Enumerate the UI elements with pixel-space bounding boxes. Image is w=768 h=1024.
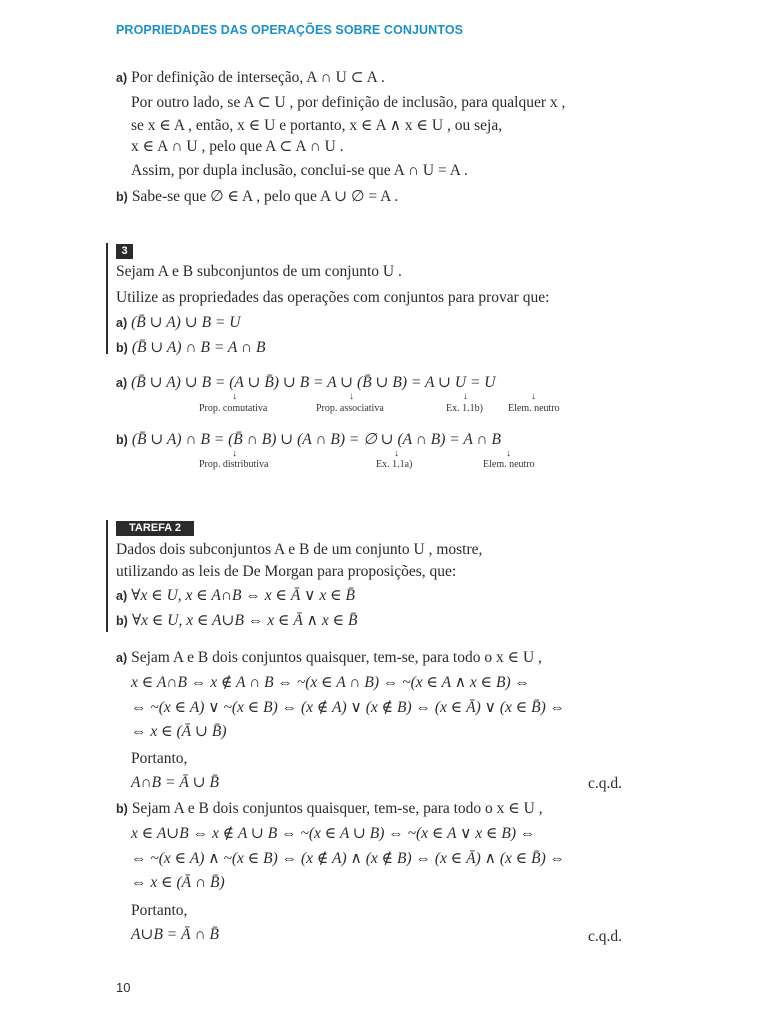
tarefa-resolution-a-cqd: c.q.d.: [588, 775, 623, 792]
exercise-3-number: 3: [116, 244, 133, 259]
answer-a-line-5: Assim, por dupla inclusão, conclui-se que A ∩ U = A .: [131, 162, 468, 179]
exercise-3-resolution-b: [116, 430, 501, 450]
answer-b-line-1: [116, 187, 398, 207]
tarefa-2-line-2: utilizando as leis de De Morgan para proposições, que:: [116, 563, 457, 580]
tarefa-resolution-b-line-2: x ∈ A∪B ⇔ x ∉ A ∪ B ⇔ ~(x ∈ A ∪ B) ⇔ ~(x ∈ A ∨ x ∈ B) ⇔: [131, 825, 536, 842]
exercise-3-resolution-b-label: b): [116, 433, 128, 447]
page-title: PROPRIEDADES DAS OPERAÇÕES SOBRE CONJUNTOS: [116, 23, 464, 37]
note-ex-1-1b: Ex. 1.1b): [446, 403, 483, 414]
answer-a-text-1: Por definição de interseção, A ∩ U ⊂ A .: [131, 69, 385, 86]
tarefa-resolution-b-line-4: ⇔ x ∈ (Ā ∩ B̄): [131, 874, 225, 891]
tarefa-resolution-b-cqd: c.q.d.: [588, 928, 623, 945]
answer-a-line-2: Por outro lado, se A ⊂ U , por definição de inclusão, para qualquer x ,: [131, 94, 566, 111]
tarefa-resolution-b-text-1: Sejam A e B dois conjuntos quaisquer, tem-se, para todo o x ∈ U ,: [131, 800, 543, 817]
answer-b-text-1: Sabe-se que ∅ ∈ A , pelo que A ∪ ∅ = A .: [131, 188, 399, 205]
tarefa-resolution-b-line-1: [116, 799, 543, 819]
note-prop-associativa: Prop. associativa: [316, 403, 384, 414]
note-ex-1-1a: Ex. 1.1a): [376, 459, 413, 470]
note-elem-neutro: Elem. neutro: [483, 459, 535, 470]
tarefa-2-bar: [106, 520, 108, 632]
exercise-3-question-b-text: (B̄ ∪ A) ∩ B = A ∩ B: [131, 339, 266, 356]
tarefa-resolution-a-text-1: Sejam A e B dois conjuntos quaisquer, tem-se, para todo o x ∈ U ,: [131, 649, 542, 666]
answer-a-line-1: [116, 68, 385, 88]
exercise-3-resolution-b-text: (B̄ ∪ A) ∩ B = (B̄ ∩ B) ∪ (A ∩ B) = ∅ ∪ (A ∩ B) = A ∩ B: [131, 431, 501, 448]
tarefa-resolution-b-line-5: Portanto,: [131, 902, 188, 919]
answer-a-line-3: se x ∈ A , então, x ∈ U e portanto, x ∈ A ∧ x ∈ U , ou seja,: [131, 117, 503, 134]
answer-b-label: b): [116, 190, 128, 204]
note-prop-comutativa: Prop. comutativa: [199, 403, 268, 414]
tarefa-resolution-a-line-1: [116, 648, 542, 668]
arrow-down-icon: ↓: [232, 391, 237, 402]
arrow-down-icon: ↓: [349, 391, 354, 402]
tarefa-2-question-b-label: b): [116, 614, 128, 628]
tarefa-2-question-b: [116, 611, 357, 631]
arrow-down-icon: ↓: [394, 448, 399, 459]
exercise-3-bar: [106, 243, 108, 354]
tarefa-resolution-a-line-4: ⇔ x ∈ (Ā ∪ B̄): [131, 723, 227, 740]
tarefa-resolution-b-line-3: ⇔ ~(x ∈ A) ∧ ~(x ∈ B) ⇔ (x ∉ A) ∧ (x ∉ B) ⇔ (x ∈ Ā) ∧ (x ∈ B̄) ⇔: [131, 850, 566, 867]
page-number: 10: [116, 980, 131, 995]
tarefa-resolution-b-label: b): [116, 802, 128, 816]
arrow-down-icon: ↓: [531, 391, 536, 402]
exercise-3-line-2: Utilize as propriedades das operações com conjuntos para provar que:: [116, 289, 550, 306]
exercise-3-question-b: [116, 338, 265, 358]
tarefa-2-question-a-text: ∀x ∈ U, x ∈ A∩B ⇔ x ∈ Ā ∨ x ∈ B̄: [131, 587, 355, 604]
tarefa-resolution-a-label: a): [116, 651, 128, 665]
tarefa-resolution-a-line-2: x ∈ A∩B ⇔ x ∉ A ∩ B ⇔ ~(x ∈ A ∩ B) ⇔ ~(x ∈ A ∧ x ∈ B) ⇔: [131, 674, 531, 691]
tarefa-resolution-b-line-6: A∪B = Ā ∩ B̄: [131, 926, 220, 943]
exercise-3-resolution-a-text: (B̄ ∪ A) ∪ B = (A ∪ B̄) ∪ B = A ∪ (B̄ ∪ B) = A ∪ U = U: [131, 374, 496, 391]
tarefa-resolution-a-line-5: Portanto,: [131, 750, 188, 767]
exercise-3-question-a-label: a): [116, 316, 128, 330]
arrow-down-icon: ↓: [506, 448, 511, 459]
exercise-3-resolution-a-label: a): [116, 376, 128, 390]
tarefa-2-question-a-label: a): [116, 589, 128, 603]
tarefa-2-line-1: Dados dois subconjuntos A e B de um conjunto U , mostre,: [116, 541, 483, 558]
arrow-down-icon: ↓: [232, 448, 237, 459]
exercise-3-question-b-label: b): [116, 341, 128, 355]
tarefa-2-badge: TAREFA 2: [116, 521, 194, 536]
tarefa-resolution-a-line-6: A∩B = Ā ∪ B̄: [131, 774, 220, 791]
exercise-3-question-a: [116, 313, 240, 333]
answer-a-label: a): [116, 71, 128, 85]
exercise-3-line-1: Sejam A e B subconjuntos de um conjunto U .: [116, 263, 402, 280]
note-prop-distributiva: Prop. distributiva: [199, 459, 269, 470]
note-elem-neutro: Elem. neutro: [508, 403, 560, 414]
exercise-3-resolution-a: [116, 373, 495, 393]
tarefa-resolution-a-line-3: ⇔ ~(x ∈ A) ∨ ~(x ∈ B) ⇔ (x ∉ A) ∨ (x ∉ B) ⇔ (x ∈ Ā) ∨ (x ∈ B̄) ⇔: [131, 699, 566, 716]
exercise-3-question-a-text: (B̄ ∪ A) ∪ B = U: [131, 314, 241, 331]
arrow-down-icon: ↓: [463, 391, 468, 402]
answer-a-line-4: x ∈ A ∩ U , pelo que A ⊂ A ∩ U .: [131, 138, 344, 155]
tarefa-2-question-a: [116, 586, 355, 606]
tarefa-2-question-b-text: ∀x ∈ U, x ∈ A∪B ⇔ x ∈ Ā ∧ x ∈ B̄: [131, 612, 358, 629]
